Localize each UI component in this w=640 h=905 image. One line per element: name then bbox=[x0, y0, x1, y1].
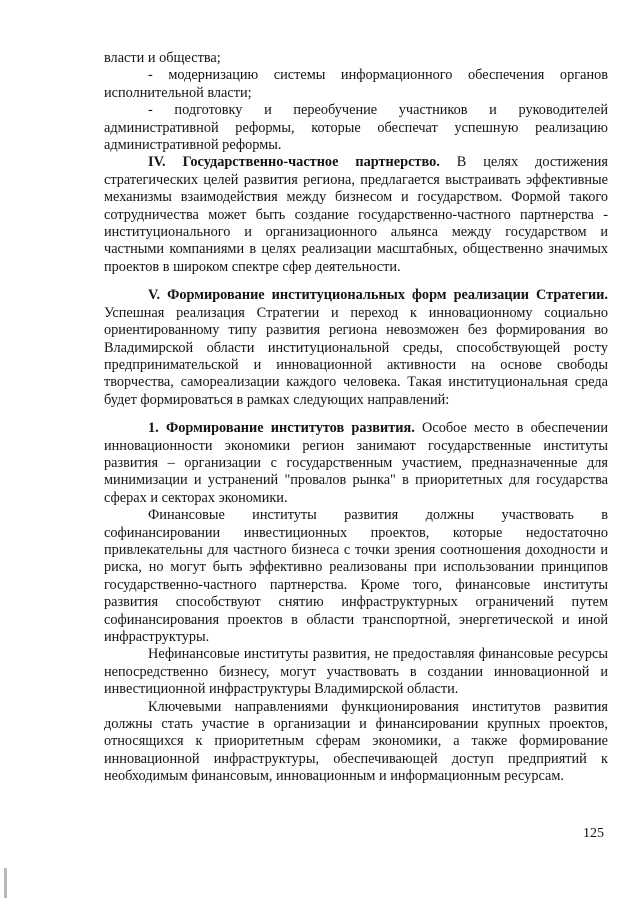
nonfinancial-institutions-paragraph: Нефинансовые институты развития, не предоставляя финансовые ресурсы непосредственно бизнесу, могут участвовать в создании инновационной и инвестиционной инфраструктуры Владимирской области. bbox=[104, 646, 608, 698]
paragraph-continuation: власти и общества; bbox=[104, 50, 221, 66]
section-iv-paragraph bbox=[104, 154, 608, 276]
subsection-1-paragraph bbox=[104, 420, 608, 507]
section-iv-text: В целях достижения стратегических целей развития региона, предлагается выстраивать эффективные механизмы взаимодействия между бизнесом и государством. Формой такого сотрудничества может быть создание государственно-частного партнерства - институционального и организационного альянса между государством и частными компаниями в целях реализации масштабных, общественно значимых проектов в широком спектре сфер деятельности. bbox=[104, 154, 608, 275]
subsection-1-heading: 1. Формирование институтов развития. bbox=[148, 420, 415, 437]
subsection-1-text: Особое место в обеспечении инновационности экономики регион занимают государственные институты развития – организации с государственным участием, предназначенные для минимизации и устранений "провалов рынка" в приоритетных для государства сферах и секторах экономики. bbox=[104, 420, 608, 506]
document-body bbox=[104, 50, 608, 786]
scan-edge-mark bbox=[4, 868, 7, 898]
section-v-heading: V. Формирование институциональных форм реализации Стратегии. bbox=[148, 287, 608, 304]
financial-institutions-paragraph: Финансовые институты развития должны участвовать в софинансировании инвестиционных проектов, которые недостаточно привлекательны для частного бизнеса с точки зрения соотношения доходности и риска, но могут быть эффективно реализованы при использовании принципов государственно-частного партнерства. Кроме того, финансовые институты развития способствуют снятию инфраструктурных ограничений путем софинансирования проектов в области транспортной, энергетической и иной инфраструктуры. bbox=[104, 507, 608, 645]
page-number: 125 bbox=[583, 826, 604, 841]
list-item-training: - подготовку и переобучение участников и руководителей административной реформы, которые обеспечат успешную реализацию административной реформы. bbox=[104, 102, 608, 154]
section-v-paragraph bbox=[104, 287, 608, 409]
key-directions-paragraph: Ключевыми направлениями функционирования институтов развития должны стать участие в организации и финансировании крупных проектов, относящихся к приоритетным сферам экономики, а также формирование инновационной инфраструктуры, обеспечивающей доступ предприятий к необходимым финансовым, инновационным и информационным ресурсам. bbox=[104, 698, 608, 785]
list-item-modernization: - модернизацию системы информационного обеспечения органов исполнительной власти; bbox=[104, 67, 608, 101]
section-v-text: Успешная реализация Стратегии и переход к инновационному социально ориентированному типу развития региона невозможен без формирования во Владимирской области институциональной среды, способствующей росту предпринимательской и инновационной активности на основе свободы творчества, самореализации каждого человека. Такая институциональная среда будет формироваться в рамках следующих направлений: bbox=[104, 304, 608, 408]
section-iv-heading: IV. Государственно-частное партнерство. bbox=[148, 154, 440, 171]
